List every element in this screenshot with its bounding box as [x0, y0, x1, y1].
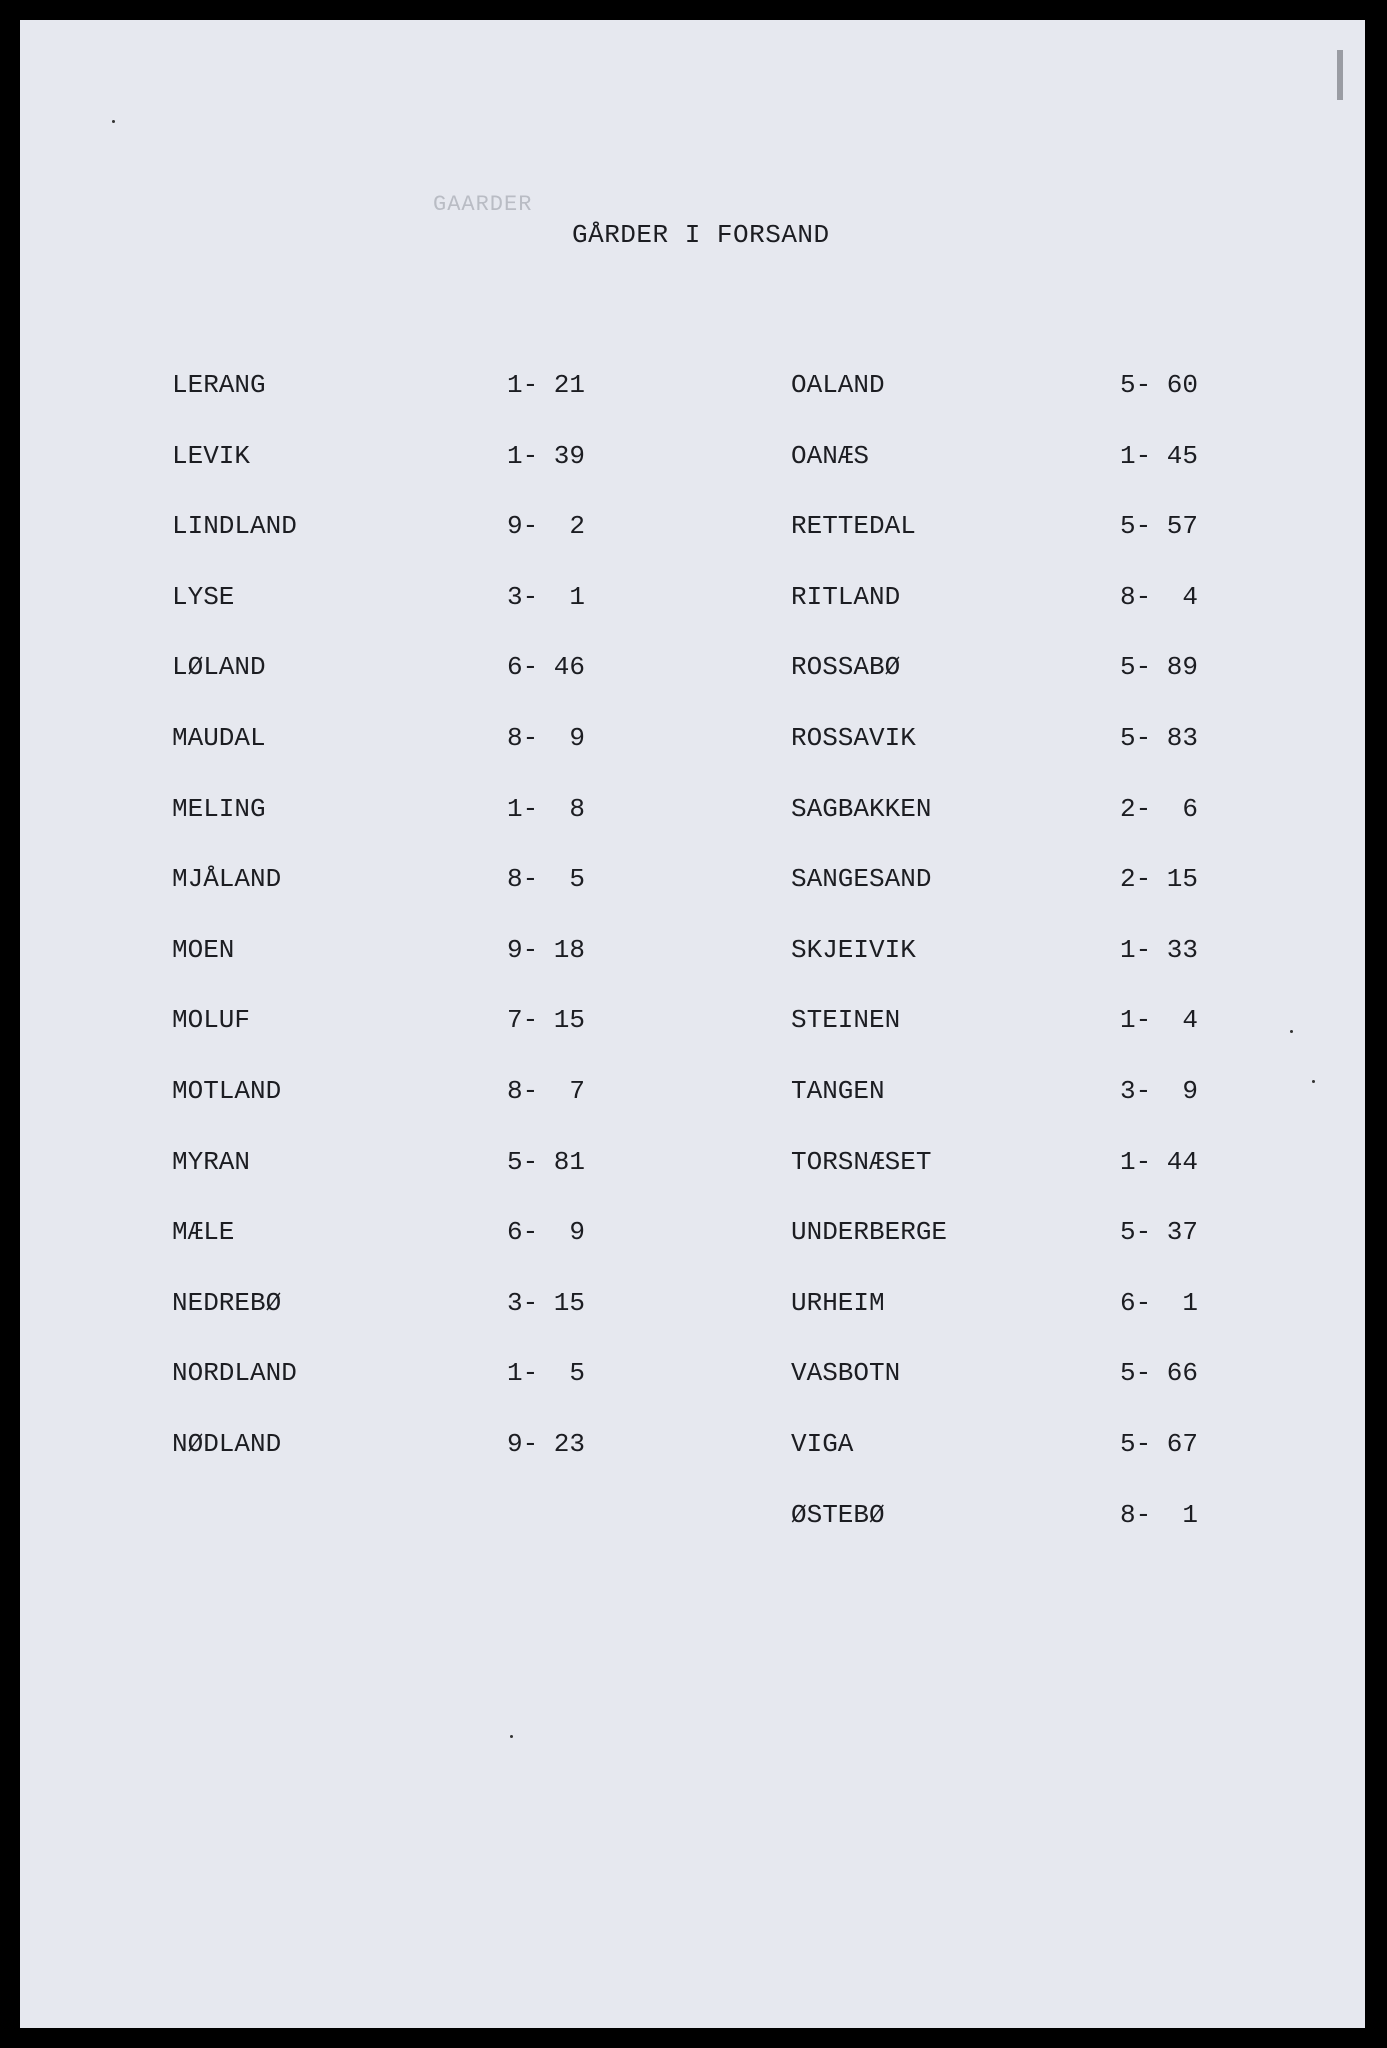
farm-name: MYRAN	[172, 1146, 251, 1177]
farm-name: VASBOTN	[791, 1358, 901, 1389]
farm-name: MAUDAL	[172, 723, 266, 753]
farm-number: 8- 5	[506, 864, 585, 895]
farm-number: 1- 39	[506, 440, 585, 471]
farm-number: 5- 37	[1119, 1217, 1198, 1248]
farm-number: 5- 60	[1119, 370, 1198, 400]
farm-number: 1- 45	[1119, 440, 1198, 471]
faded-ghost-title: GAARDER	[433, 192, 533, 217]
farm-name: TANGEN	[791, 1076, 885, 1106]
farm-number: 9- 23	[506, 1429, 585, 1459]
farm-name: UNDERBERGE	[791, 1217, 948, 1248]
farm-number: 5- 89	[1119, 652, 1198, 683]
speck	[1290, 1030, 1293, 1033]
farm-name: LEVIK	[172, 440, 251, 471]
farm-number: 5- 83	[1119, 723, 1198, 753]
farm-number: 7- 15	[506, 1005, 585, 1036]
farm-number: 1- 44	[1119, 1146, 1198, 1177]
farm-number: 3- 1	[506, 581, 585, 612]
farm-number: 2- 6	[1119, 793, 1198, 824]
farm-number: 5- 57	[1119, 511, 1198, 542]
farm-number: 5- 67	[1119, 1429, 1198, 1459]
farm-name: LØLAND	[172, 652, 266, 683]
farm-number: 3- 9	[1119, 1076, 1198, 1106]
farm-name: MÆLE	[172, 1217, 235, 1248]
farm-name: RETTEDAL	[791, 511, 916, 542]
farm-number: 2- 15	[1119, 864, 1198, 895]
farm-number: 8- 1	[1119, 1499, 1198, 1530]
farm-number: 5- 66	[1119, 1358, 1198, 1389]
farm-number: 9- 2	[506, 511, 585, 542]
farm-name: MJÅLAND	[172, 864, 282, 895]
farm-number: 6- 1	[1119, 1287, 1198, 1318]
farm-name: MOTLAND	[172, 1076, 282, 1106]
farm-name: TORSNÆSET	[791, 1146, 932, 1177]
farm-number: 8- 9	[506, 723, 585, 753]
farm-name: SANGESAND	[791, 864, 932, 895]
farm-name: LINDLAND	[172, 511, 297, 542]
farm-number: 3- 15	[506, 1287, 585, 1318]
farm-name: MOLUF	[172, 1005, 251, 1036]
farm-name: LYSE	[172, 581, 235, 612]
farm-name: URHEIM	[791, 1287, 885, 1318]
farm-number: 6- 46	[506, 652, 585, 683]
farm-number: 1- 5	[506, 1358, 585, 1389]
farm-name: VIGA	[791, 1429, 854, 1459]
farm-name: ØSTEBØ	[791, 1499, 885, 1530]
speck	[112, 120, 115, 123]
edge-scan-mark	[1337, 50, 1343, 100]
farm-number: 9- 18	[506, 934, 585, 965]
farm-number: 5- 81	[506, 1146, 585, 1177]
page-title: GÅRDER I FORSAND	[572, 220, 830, 250]
farm-name: NØDLAND	[172, 1429, 282, 1459]
farm-name: LERANG	[172, 370, 266, 400]
farm-name: NEDREBØ	[172, 1287, 282, 1318]
farm-name: RITLAND	[791, 581, 901, 612]
farm-name: NORDLAND	[172, 1358, 297, 1389]
farm-number: 1- 4	[1119, 1005, 1198, 1036]
farm-number: 1- 33	[1119, 934, 1198, 965]
farm-number: 1- 8	[506, 793, 585, 824]
farm-name: SAGBAKKEN	[791, 793, 932, 824]
farm-name: SKJEIVIK	[791, 934, 916, 965]
farm-number: 1- 21	[506, 370, 585, 400]
speck	[510, 1735, 513, 1738]
farm-name: ROSSAVIK	[791, 723, 916, 753]
farm-number: 8- 4	[1119, 581, 1198, 612]
speck	[1312, 1080, 1315, 1083]
farm-number: 8- 7	[506, 1076, 585, 1106]
document-page	[20, 20, 1365, 2028]
farm-number: 6- 9	[506, 1217, 585, 1248]
farm-name: STEINEN	[791, 1005, 901, 1036]
farm-name: MOEN	[172, 934, 235, 965]
farm-name: OANÆS	[791, 440, 870, 471]
farm-name: ROSSABØ	[791, 652, 901, 683]
farm-name: MELING	[172, 793, 266, 824]
farm-name: OALAND	[791, 370, 885, 400]
